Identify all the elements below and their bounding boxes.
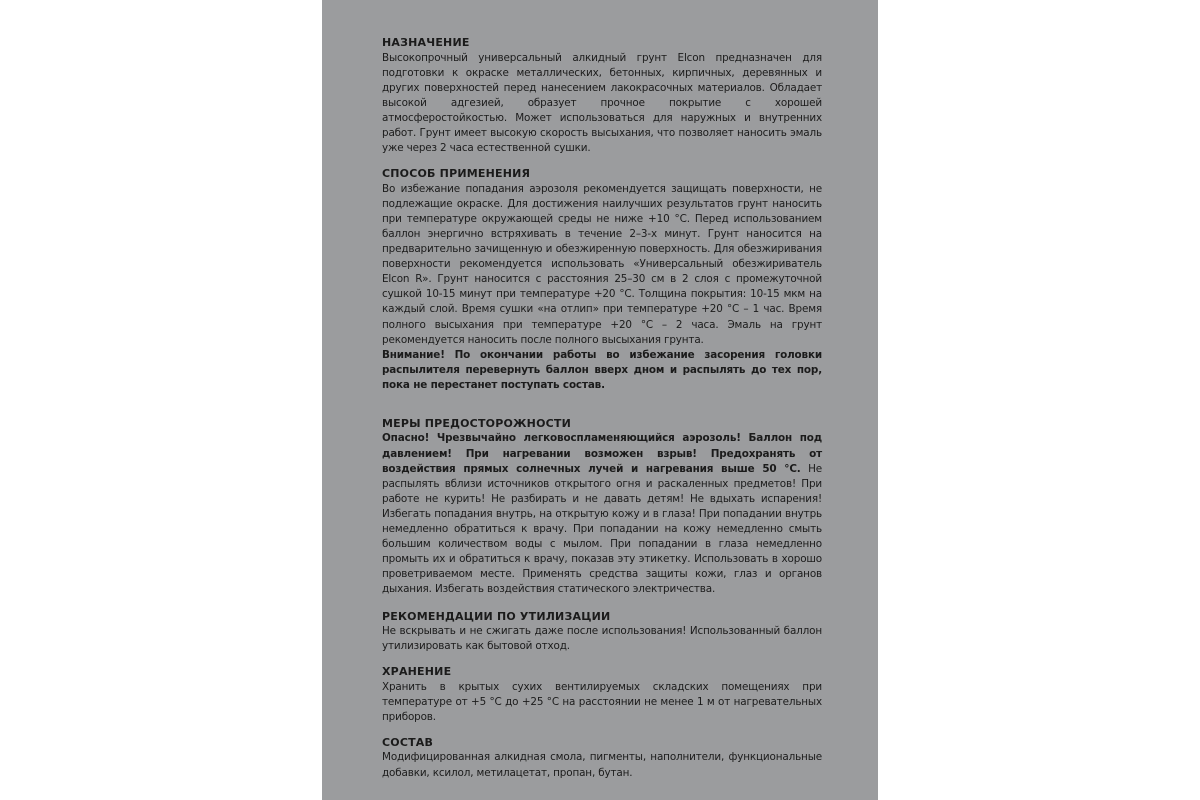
section-disposal: [382, 609, 822, 655]
label-content: [382, 35, 822, 781]
section-application: [382, 166, 822, 393]
section-application-title: СПОСОБ ПРИМЕНЕНИЯ: [382, 167, 531, 181]
section-storage-title: ХРАНЕНИЕ: [382, 665, 452, 679]
section-composition-title: СОСТАВ: [382, 735, 434, 749]
section-storage-text: Хранить в крытых сухих вентилируемых складских помещениях при температуре от +5 °С до +25 °С на расстоянии не менее 1 м от нагревательных приборов.: [382, 680, 822, 723]
section-precautions-body: [382, 431, 822, 597]
section-precautions-text: Не распылять вблизи источников открытого огня и раскаленных предметов! При работе не курить! Не разбирать и не давать детям! Не вдыхать испарения! Избегать попадания внутрь, на открытую кожу и в глаза! При попадании внутрь немедленно обратиться к врачу. При попадании на кожу немедленно смыть большим количеством воды с мылом. При попадании в глаза немедленно промыть их и обратиться к врачу, показав эту этикетку. Использовать в хорошо проветриваемом месте. Применять средства защиты кожи, глаз и органов дыхания. Избегать воздействия статического электричества.: [382, 462, 822, 596]
section-precautions-warning: Опасно! Чрезвычайно легковоспламеняющийся аэрозоль! Баллон под давлением! При нагревании возможен взрыв! Предохранять от воздействия прямых солнечных лучей и нагревания выше 50 °С.: [382, 432, 822, 475]
section-purpose-text: Высокопрочный универсальный алкидный грунт Elcon предназначен для подготовки к окраске металлических, бетонных, кирпичных, деревянных и других поверхностей перед нанесением лакокрасочных материалов. Обладает высокой адгезией, образует прочное покрытие с хорошей атмосферостойкостью. Может использоваться для наружных и внутренних работ. Грунт имеет высокую скорость высыхания, что позволяет наносить эмаль уже через 2 часа естественной сушки.: [382, 51, 822, 155]
section-precautions: [382, 416, 822, 598]
section-composition: [382, 735, 822, 781]
section-application-text: Во избежание попадания аэрозоля рекомендуется защищать поверхности, не подлежащие окраске. Для достижения наилучших результатов грунт наносить при температуре окружающей среды не ниже +10 °С. Перед использованием баллон энергично встряхивать в течение 2–3-х минут. Грунт наносится на предварительно зачищенную и обезжиренную поверхность. Для обезжиривания поверхности рекомендуется использовать «Универсальный обезжириватель Elcon R». Грунт наносится с расстояния 25–30 см в 2 слоя с промежуточной сушкой 10-15 минут при температуре +20 °С. Толщина покрытия: 10-15 мкм на каждый слой. Время сушки «на отлип» при температуре +20 °С – 1 час. Время полного высыхания при температуре +20 °С – 2 часа. Эмаль на грунт рекомендуется наносить после полного высыхания грунта.: [382, 182, 822, 346]
section-disposal-title: РЕКОМЕНДАЦИИ ПО УТИЛИЗАЦИИ: [382, 609, 611, 623]
label-page: [322, 0, 878, 800]
section-precautions-title: МЕРЫ ПРЕДОСТОРОЖНОСТИ: [382, 416, 572, 430]
section-application-warning: Внимание! По окончании работы во избежание засорения головки распылителя перевернуть баллон вверх дном и распылять до тех пор, пока не перестанет поступать состав.: [382, 348, 822, 391]
section-composition-text: Модифицированная алкидная смола, пигменты, наполнители, функциональные добавки, ксилол, метилацетат, пропан, бутан.: [382, 751, 822, 779]
section-disposal-text: Не вскрывать и не сжигать даже после использования! Использованный баллон утилизировать как бытовой отход.: [382, 625, 822, 653]
section-purpose: [382, 35, 822, 156]
section-purpose-title: НАЗНАЧЕНИЕ: [382, 36, 470, 49]
section-storage: [382, 664, 822, 725]
